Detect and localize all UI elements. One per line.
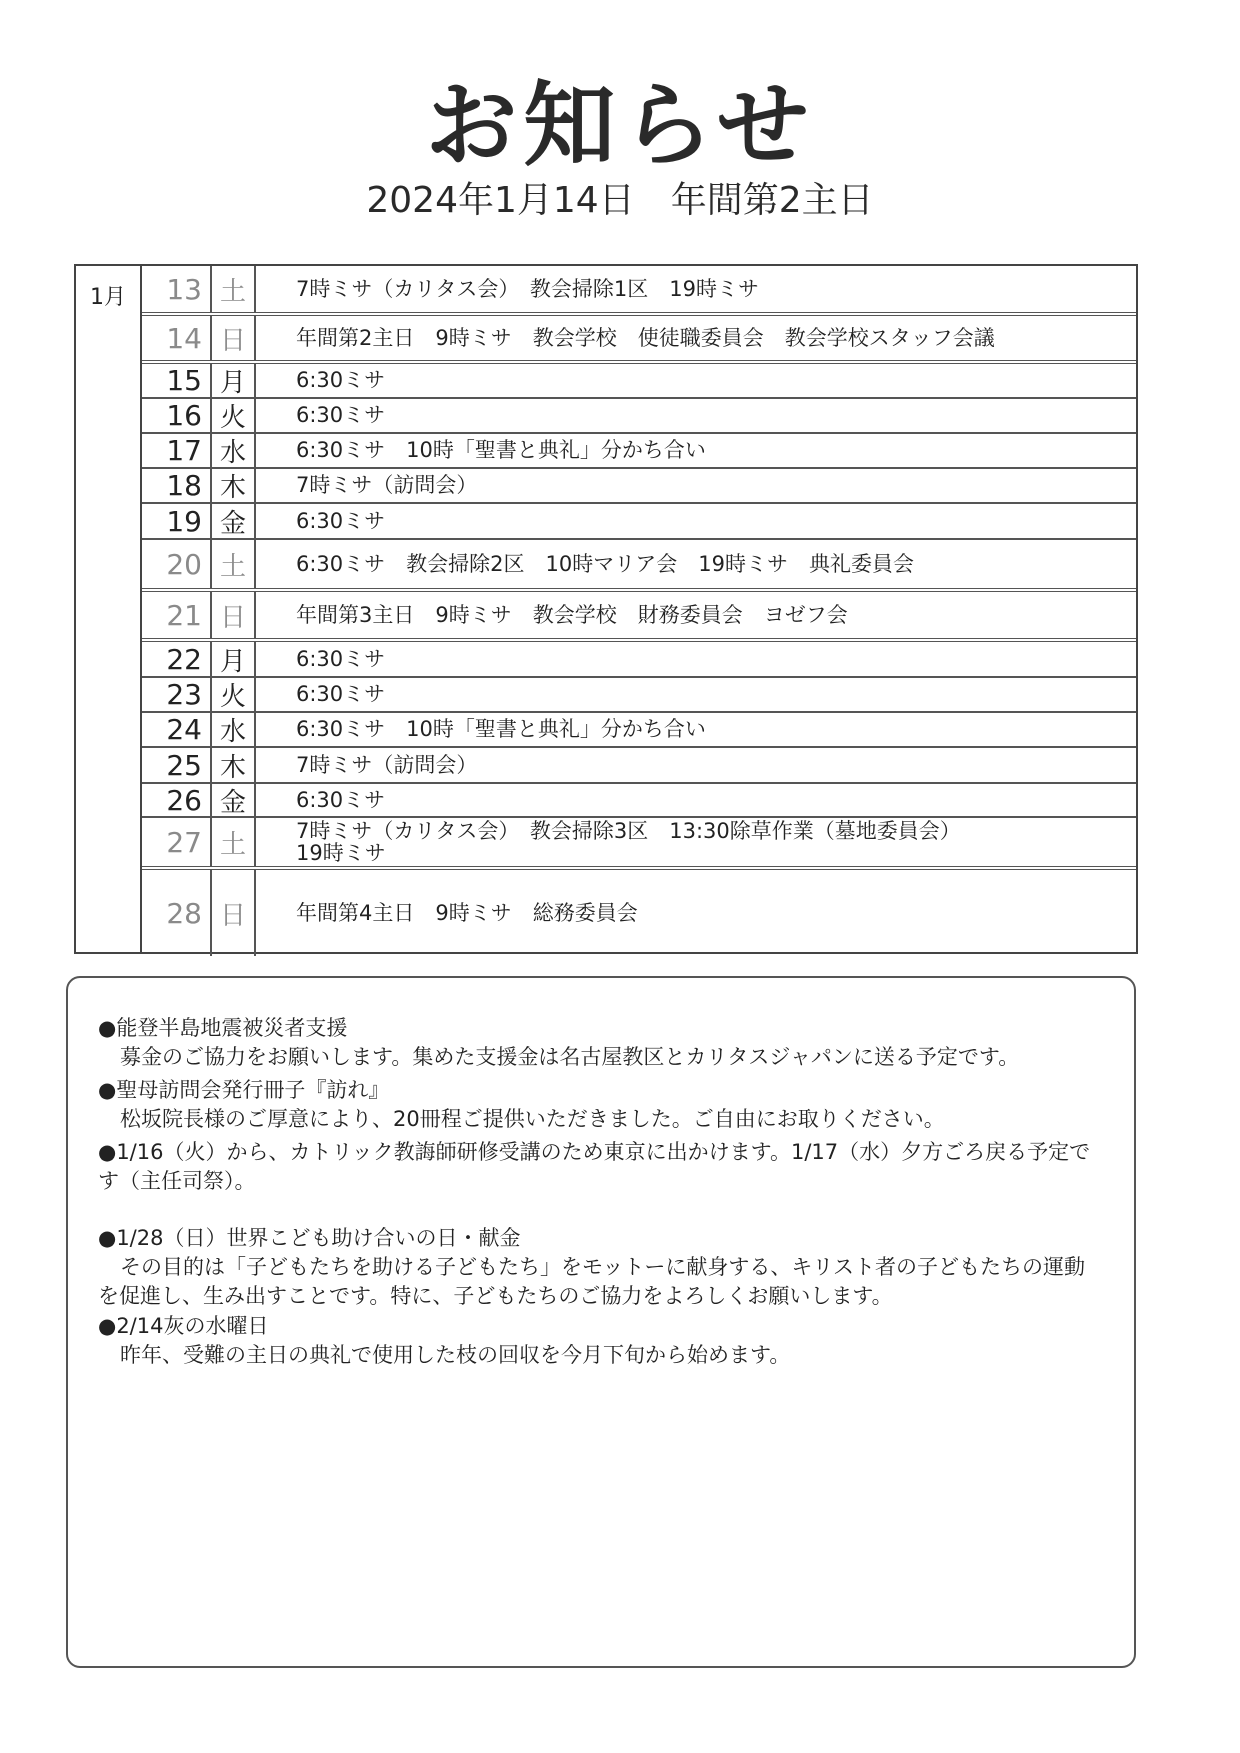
calendar-weekday: 日 <box>212 870 256 956</box>
calendar-events: 6:30ミサ 10時「聖書と典礼」分かち合い <box>296 717 706 742</box>
calendar-events: 6:30ミサ <box>296 403 386 428</box>
calendar-weekday: 土 <box>212 540 256 588</box>
notice-item <box>98 1076 1104 1134</box>
calendar-row <box>142 748 1136 784</box>
calendar-day: 28 <box>142 870 212 956</box>
calendar-events: 7時ミサ（カリタス会） 教会掃除1区 19時ミサ <box>296 276 759 301</box>
notice-title: ●1/16（火）から、カトリック教誨師研修受講のため東京に出かけます。1/17（水）夕方ごろ戻る予定です（主任司祭）。 <box>98 1140 1091 1193</box>
calendar-row <box>142 678 1136 713</box>
page-title: お知らせ <box>425 72 815 179</box>
calendar-weekday: 水 <box>212 434 256 467</box>
calendar-row <box>142 870 1136 956</box>
calendar-row <box>142 540 1136 592</box>
calendar-row <box>142 399 1136 434</box>
notice-item <box>98 1224 1104 1311</box>
calendar-day: 18 <box>142 469 212 502</box>
calendar-weekday: 月 <box>212 642 256 676</box>
calendar-row <box>142 592 1136 642</box>
notice-item <box>98 1138 1104 1196</box>
notice-body: その目的は「子どもたちを助ける子どもたち」をモットーに献身する、キリスト者の子どもたちの運動を促進し、生み出すことです。特に、子どもたちのご協力をよろしくお願いします。 <box>98 1255 1085 1308</box>
calendar-day: 13 <box>142 266 212 312</box>
calendar-events: 年間第4主日 9時ミサ 総務委員会 <box>296 900 638 925</box>
calendar-weekday: 金 <box>212 784 256 816</box>
page-subtitle: 2024年1月14日 年間第2主日 <box>366 180 874 221</box>
notice-title: ●1/28（日）世界こども助け合いの日・献金 <box>98 1226 521 1250</box>
calendar-row <box>142 469 1136 504</box>
calendar-weekday: 水 <box>212 713 256 746</box>
calendar-day: 22 <box>142 642 212 676</box>
calendar-day: 19 <box>142 504 212 538</box>
calendar-events: 年間第3主日 9時ミサ 教会学校 財務委員会 ヨゼフ会 <box>296 602 848 627</box>
calendar-weekday: 木 <box>212 469 256 502</box>
calendar-row <box>142 316 1136 364</box>
calendar-day: 27 <box>142 818 212 866</box>
calendar-row <box>142 818 1136 870</box>
calendar-events: 7時ミサ（カリタス会） 教会掃除3区 13:30除草作業（墓地委員会） 19時ミサ <box>296 818 961 865</box>
notice-item <box>98 1014 1104 1072</box>
calendar-events: 6:30ミサ <box>296 368 386 393</box>
calendar-events: 6:30ミサ <box>296 646 386 671</box>
calendar-row <box>142 713 1136 748</box>
calendar-weekday: 月 <box>212 364 256 397</box>
calendar-day: 14 <box>142 316 212 360</box>
calendar-day: 21 <box>142 592 212 638</box>
calendar-day: 25 <box>142 748 212 782</box>
calendar-day: 24 <box>142 713 212 746</box>
calendar-row <box>142 642 1136 678</box>
calendar-row <box>142 266 1136 316</box>
month-label: 1月 <box>76 266 142 952</box>
notice-title: ●2/14灰の水曜日 <box>98 1314 269 1338</box>
calendar-day: 20 <box>142 540 212 588</box>
schedule-calendar <box>74 264 1138 954</box>
calendar-events: 7時ミサ（訪問会） <box>296 752 478 777</box>
calendar-events: 6:30ミサ <box>296 508 386 533</box>
calendar-weekday: 土 <box>212 818 256 866</box>
calendar-weekday: 火 <box>212 399 256 432</box>
calendar-weekday: 土 <box>212 266 256 312</box>
calendar-events: 6:30ミサ <box>296 787 386 812</box>
calendar-row <box>142 434 1136 469</box>
calendar-weekday: 日 <box>212 592 256 638</box>
notice-item <box>98 1312 1104 1370</box>
calendar-events: 6:30ミサ <box>296 682 386 707</box>
calendar-events: 7時ミサ（訪問会） <box>296 473 478 498</box>
calendar-events: 6:30ミサ 10時「聖書と典礼」分かち合い <box>296 438 706 463</box>
calendar-weekday: 木 <box>212 748 256 782</box>
calendar-day: 23 <box>142 678 212 711</box>
calendar-events: 6:30ミサ 教会掃除2区 10時マリア会 19時ミサ 典礼委員会 <box>296 551 914 576</box>
calendar-row <box>142 784 1136 818</box>
calendar-weekday: 日 <box>212 316 256 360</box>
notice-box <box>66 976 1136 1668</box>
calendar-day: 17 <box>142 434 212 467</box>
notice-title: ●能登半島地震被災者支援 <box>98 1016 348 1040</box>
notice-body: 松坂院長様のご厚意により、20冊程ご提供いただきました。ご自由にお取りください。 <box>120 1107 945 1131</box>
calendar-row <box>142 504 1136 540</box>
notice-body: 募金のご協力をお願いします。集めた支援金は名古屋教区とカリタスジャパンに送る予定です。 <box>120 1045 1020 1069</box>
calendar-day: 15 <box>142 364 212 397</box>
calendar-weekday: 金 <box>212 504 256 538</box>
calendar-day: 16 <box>142 399 212 432</box>
calendar-events: 年間第2主日 9時ミサ 教会学校 使徒職委員会 教会学校スタッフ会議 <box>296 325 995 350</box>
notice-body: 昨年、受難の主日の典礼で使用した枝の回収を今月下旬から始めます。 <box>120 1343 791 1367</box>
notice-title: ●聖母訪問会発行冊子『訪れ』 <box>98 1078 390 1102</box>
calendar-row <box>142 364 1136 399</box>
calendar-day: 26 <box>142 784 212 816</box>
calendar-weekday: 火 <box>212 678 256 711</box>
